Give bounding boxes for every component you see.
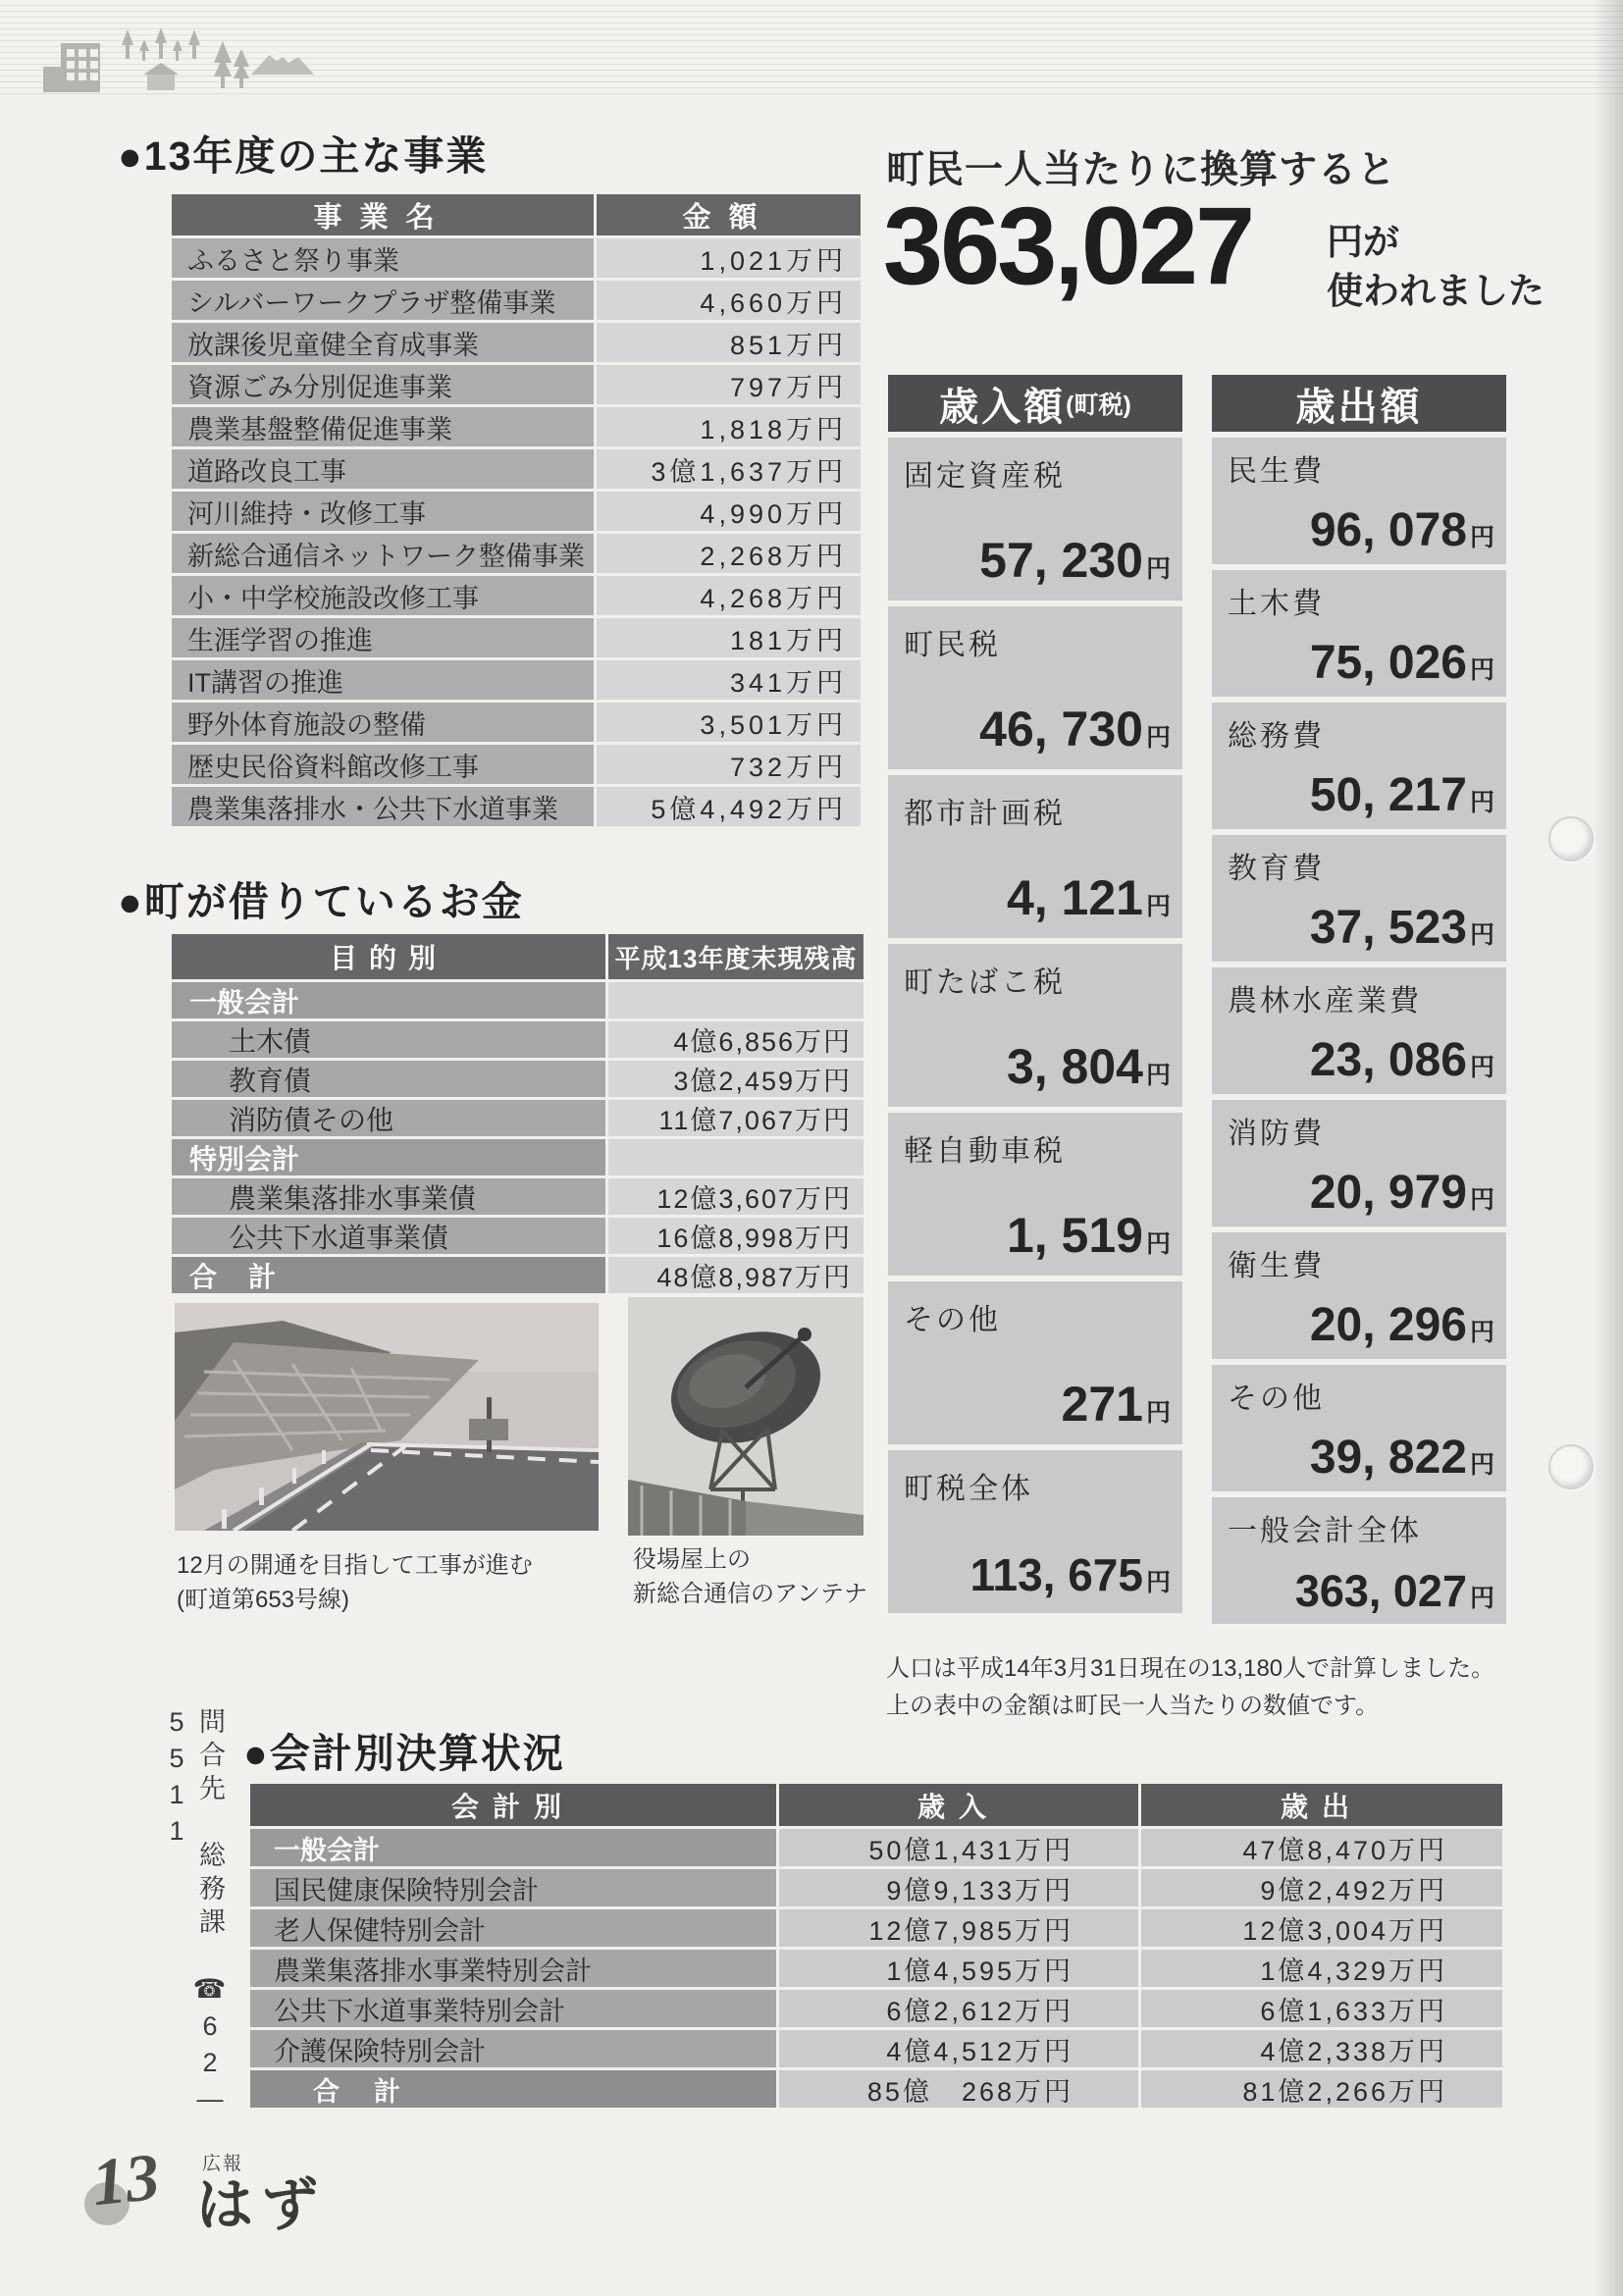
revenue-item xyxy=(888,606,1182,769)
table-row xyxy=(172,1021,864,1058)
table-row xyxy=(172,365,861,404)
revenue-value: 46, 730 円 xyxy=(979,702,1171,757)
table-row xyxy=(172,576,861,615)
account-name: 合 計 xyxy=(250,2070,776,2108)
project-amount: 851万円 xyxy=(597,323,861,362)
table-row xyxy=(172,534,861,573)
expenditure-item xyxy=(1212,438,1506,564)
account-expenditure: 47億8,470万円 xyxy=(1141,1829,1502,1866)
debt-section-title: ●町が借りているお金 xyxy=(118,879,524,924)
project-name: 新総合通信ネットワーク整備事業 xyxy=(172,534,594,573)
note-line: 上の表中の金額は町民一人当たりの数値です。 xyxy=(886,1693,1380,1719)
expenditure-label: その他 xyxy=(1228,1383,1325,1415)
revenue-value: 113, 675 円 xyxy=(969,1549,1171,1600)
table-row xyxy=(250,2030,1502,2067)
caption-line: 12月の開通を目指して工事が進む xyxy=(177,1552,533,1579)
expenditure-label: 土木費 xyxy=(1228,588,1325,620)
project-name: 河川維持・改修工事 xyxy=(172,492,594,531)
revenue-value: 57, 230 円 xyxy=(979,533,1171,588)
project-name: 資源ごみ分別促進事業 xyxy=(172,365,594,404)
revenue-label: 町民税 xyxy=(904,629,1001,661)
account-expenditure: 12億3,004万円 xyxy=(1141,1909,1502,1947)
revenue-panel-header xyxy=(888,375,1182,432)
debt-amount: 4億6,856万円 xyxy=(608,1021,864,1058)
expenditure-value: 37, 523 円 xyxy=(1309,902,1494,954)
expenditure-value: 20, 979 円 xyxy=(1309,1167,1494,1219)
population-note xyxy=(886,1650,1494,1725)
caption-line: 役場屋上の xyxy=(633,1546,751,1573)
table-row xyxy=(172,787,861,826)
debt-amount: 3億2,459万円 xyxy=(608,1061,864,1097)
project-amount: 3億1,637万円 xyxy=(597,449,861,489)
project-name: IT講習の推進 xyxy=(172,660,594,700)
expenditure-label: 総務費 xyxy=(1228,720,1325,753)
project-name: 農業集落排水・公共下水道事業 xyxy=(172,787,594,826)
expenditure-label: 消防費 xyxy=(1228,1118,1325,1150)
revenue-item xyxy=(888,775,1182,938)
settlement-col-account: 会計別 xyxy=(250,1784,776,1826)
revenue-label: 軽自動車税 xyxy=(904,1135,1066,1168)
per-capita-lead: 町民一人当たりに換算すると xyxy=(886,149,1397,191)
project-amount: 181万円 xyxy=(597,618,861,657)
expenditure-value: 39, 822 円 xyxy=(1309,1432,1494,1484)
project-name: 放課後児童健全育成事業 xyxy=(172,323,594,362)
table-row xyxy=(172,449,861,489)
account-revenue: 1億4,595万円 xyxy=(779,1950,1138,1987)
account-name: 農業集落排水事業特別会計 xyxy=(250,1950,776,1987)
expenditure-item xyxy=(1212,703,1506,829)
project-amount: 4,268万円 xyxy=(597,576,861,615)
account-name: 老人保健特別会計 xyxy=(250,1909,776,1947)
table-row-section xyxy=(172,982,864,1018)
debt-name: 消防債その他 xyxy=(172,1100,605,1136)
expenditure-item xyxy=(1212,1232,1506,1359)
expenditure-panel xyxy=(1212,375,1506,1624)
project-amount: 797万円 xyxy=(597,365,861,404)
expenditure-value: 50, 217 円 xyxy=(1309,769,1494,821)
binder-hole-bottom xyxy=(1548,1444,1594,1489)
expenditure-value: 96, 078 円 xyxy=(1309,504,1494,556)
project-amount: 1,818万円 xyxy=(597,407,861,446)
project-amount: 4,990万円 xyxy=(597,492,861,531)
project-amount: 3,501万円 xyxy=(597,703,861,742)
table-row xyxy=(172,1178,864,1215)
account-name: 介護保険特別会計 xyxy=(250,2030,776,2067)
debt-amount: 16億8,998万円 xyxy=(608,1218,864,1254)
account-revenue: 85億 268万円 xyxy=(779,2070,1138,2108)
revenue-value: 4, 121 円 xyxy=(1006,870,1171,925)
expenditure-panel-header xyxy=(1212,375,1506,432)
revenue-item xyxy=(888,1450,1182,1613)
page-number: 13 xyxy=(88,2138,163,2220)
per-capita-unit-text xyxy=(1327,218,1544,316)
account-name: 一般会計 xyxy=(250,1829,776,1866)
debt-col-balance: 平成13年度末現残高 xyxy=(608,934,864,979)
settlement-section-title: ●会計別決算状況 xyxy=(243,1731,565,1776)
revenue-item xyxy=(888,1281,1182,1444)
settlement-table-header xyxy=(250,1784,1502,1826)
table-row xyxy=(172,703,861,742)
revenue-item xyxy=(888,944,1182,1107)
project-amount: 341万円 xyxy=(597,660,861,700)
table-row xyxy=(172,1061,864,1097)
account-name: 国民健康保険特別会計 xyxy=(250,1869,776,1906)
revenue-item xyxy=(888,438,1182,600)
expenditure-value: 23, 086 円 xyxy=(1309,1034,1494,1086)
project-name: 歴史民俗資料館改修工事 xyxy=(172,745,594,784)
unit-line: 円が xyxy=(1327,222,1399,262)
table-row xyxy=(172,660,861,700)
debt-amount xyxy=(608,1139,864,1175)
account-revenue: 6億2,612万円 xyxy=(779,1990,1138,2027)
antenna-photo xyxy=(628,1297,864,1536)
table-row xyxy=(172,407,861,446)
debt-amount: 48億8,987万円 xyxy=(608,1257,864,1293)
table-row-total xyxy=(250,2070,1502,2108)
project-name: 農業基盤整備促進事業 xyxy=(172,407,594,446)
expenditure-value: 75, 026 円 xyxy=(1309,637,1494,689)
project-name: 生涯学習の推進 xyxy=(172,618,594,657)
project-name: 道路改良工事 xyxy=(172,449,594,489)
account-revenue: 9億9,133万円 xyxy=(779,1869,1138,1906)
account-expenditure: 1億4,329万円 xyxy=(1141,1950,1502,1987)
debt-amount xyxy=(608,982,864,1018)
debt-name: 特別会計 xyxy=(172,1139,605,1175)
debt-name: 一般会計 xyxy=(172,982,605,1018)
table-row xyxy=(172,1218,864,1254)
projects-col-name: 事業名 xyxy=(172,194,594,235)
table-row xyxy=(172,281,861,320)
project-name: ふるさと祭り事業 xyxy=(172,238,594,278)
expenditure-value: 363, 027 円 xyxy=(1294,1566,1494,1616)
revenue-label: 町たばこ税 xyxy=(904,966,1066,999)
binder-hole-top xyxy=(1548,816,1594,861)
expenditure-item xyxy=(1212,1100,1506,1226)
account-revenue: 12億7,985万円 xyxy=(779,1909,1138,1947)
contact-info-vertical: 問合先 総務課 ☎62—5511 xyxy=(162,1707,225,2120)
unit-line: 使われました xyxy=(1327,271,1544,311)
town-illustration xyxy=(41,24,316,92)
projects-section-title: ●13年度の主な事業 xyxy=(118,133,489,179)
project-amount: 2,268万円 xyxy=(597,534,861,573)
account-expenditure: 9億2,492万円 xyxy=(1141,1869,1502,1906)
revenue-item xyxy=(888,1113,1182,1276)
debt-name: 合 計 xyxy=(172,1257,605,1293)
revenue-label: 都市計画税 xyxy=(904,798,1066,830)
expenditure-label: 衛生費 xyxy=(1228,1250,1325,1282)
settlement-table xyxy=(250,1784,1502,2108)
project-amount: 732万円 xyxy=(597,745,861,784)
projects-table-header xyxy=(172,194,861,235)
expenditure-item xyxy=(1212,1497,1506,1624)
table-row-section xyxy=(172,1139,864,1175)
revenue-value: 271 円 xyxy=(1061,1377,1171,1432)
revenue-label: その他 xyxy=(904,1304,1001,1336)
table-row xyxy=(172,323,861,362)
project-name: 小・中学校施設改修工事 xyxy=(172,576,594,615)
caption-line: 新総合通信のアンテナ xyxy=(633,1581,868,1607)
expenditure-value: 20, 296 円 xyxy=(1309,1299,1494,1351)
account-expenditure: 6億1,633万円 xyxy=(1141,1990,1502,2027)
settlement-col-expenditure: 歳出 xyxy=(1141,1784,1502,1826)
page-edge-shade xyxy=(1594,0,1623,2296)
debt-name: 教育債 xyxy=(172,1061,605,1097)
publication-kouhou-label: 広報 xyxy=(202,2154,244,2174)
expenditure-label: 農林水産業費 xyxy=(1228,985,1422,1018)
road-construction-photo xyxy=(175,1303,599,1531)
table-row xyxy=(172,745,861,784)
debt-name: 公共下水道事業債 xyxy=(172,1218,605,1254)
project-amount: 4,660万円 xyxy=(597,281,861,320)
revenue-title: 歳入額 xyxy=(939,385,1067,429)
note-line: 人口は平成14年3月31日現在の13,180人で計算しました。 xyxy=(886,1655,1495,1682)
account-expenditure: 4億2,338万円 xyxy=(1141,2030,1502,2067)
revenue-title-note: (町税) xyxy=(1066,391,1131,419)
expenditure-label: 民生費 xyxy=(1228,455,1325,488)
table-row xyxy=(250,1990,1502,2027)
per-capita-amount: 363,027 xyxy=(883,184,1253,307)
revenue-panel xyxy=(888,375,1182,1613)
table-row xyxy=(250,1869,1502,1906)
account-name: 公共下水道事業特別会計 xyxy=(250,1990,776,2027)
revenue-value: 1, 519 円 xyxy=(1006,1208,1171,1263)
account-revenue: 50億1,431万円 xyxy=(779,1829,1138,1866)
photo-caption-right xyxy=(633,1542,867,1611)
project-amount: 5億4,492万円 xyxy=(597,787,861,826)
table-row xyxy=(172,618,861,657)
settlement-col-revenue: 歳入 xyxy=(779,1784,1138,1826)
debt-name: 農業集落排水事業債 xyxy=(172,1178,605,1215)
debt-table xyxy=(172,934,864,1293)
expenditure-title: 歳出額 xyxy=(1295,385,1423,429)
table-row xyxy=(250,1829,1502,1866)
debt-table-header xyxy=(172,934,864,979)
caption-line: (町道第653号線) xyxy=(177,1587,350,1613)
expenditure-item xyxy=(1212,835,1506,962)
project-amount: 1,021万円 xyxy=(597,238,861,278)
expenditure-label: 一般会計全体 xyxy=(1228,1515,1422,1547)
account-revenue: 4億4,512万円 xyxy=(779,2030,1138,2067)
expenditure-item xyxy=(1212,967,1506,1094)
table-row xyxy=(172,238,861,278)
table-row xyxy=(250,1950,1502,1987)
project-name: シルバーワークプラザ整備事業 xyxy=(172,281,594,320)
revenue-label: 町税全体 xyxy=(904,1473,1033,1505)
projects-col-amount: 金額 xyxy=(597,194,861,235)
debt-col-purpose: 目的別 xyxy=(172,934,605,979)
debt-amount: 12億3,607万円 xyxy=(608,1178,864,1215)
project-name: 野外体育施設の整備 xyxy=(172,703,594,742)
revenue-label: 固定資産税 xyxy=(904,460,1066,493)
table-row xyxy=(250,1909,1502,1947)
debt-amount: 11億7,067万円 xyxy=(608,1100,864,1136)
photo-caption-left xyxy=(177,1548,533,1617)
table-row xyxy=(172,492,861,531)
expenditure-item xyxy=(1212,1365,1506,1491)
account-expenditure: 81億2,266万円 xyxy=(1141,2070,1502,2108)
revenue-value: 3, 804 円 xyxy=(1006,1039,1171,1094)
publication-name: はず xyxy=(196,2173,327,2237)
projects-table xyxy=(172,194,861,826)
table-row xyxy=(172,1100,864,1136)
expenditure-item xyxy=(1212,570,1506,697)
debt-name: 土木債 xyxy=(172,1021,605,1058)
expenditure-label: 教育費 xyxy=(1228,853,1325,885)
table-row-total xyxy=(172,1257,864,1293)
